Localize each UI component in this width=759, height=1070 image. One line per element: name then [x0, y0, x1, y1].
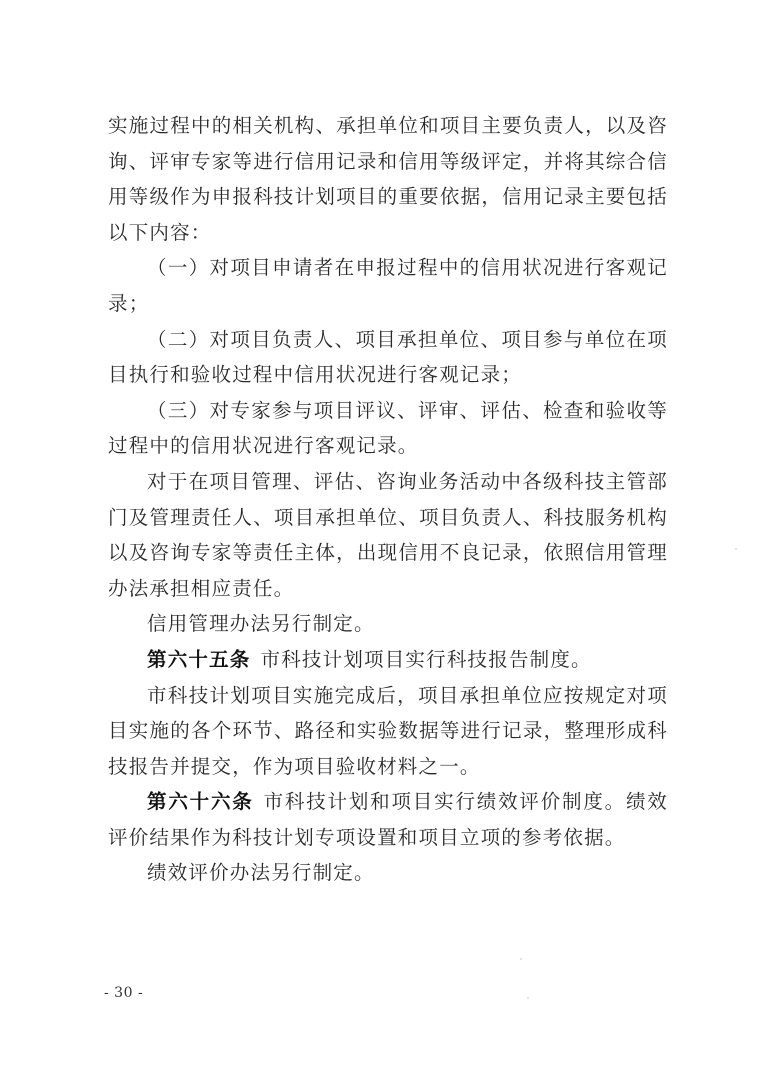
paragraph-responsibility: 对于在项目管理、评估、咨询业务活动中各级科技主管部门及管理责任人、项目承担单位、项目负责人、科技服务机构以及咨询专家等责任主体，出现信用不良记录，依照信用管理办法承担相应责任。	[108, 469, 668, 600]
article-66	[108, 784, 668, 855]
article-65-text: 市科技计划项目实行科技报告制度。	[260, 647, 592, 671]
paragraph-tech-report: 市科技计划项目实施完成后，项目承担单位应按规定对项目实施的各个环节、路径和实验数据等进行记录，整理形成科技报告并提交，作为项目验收材料之一。	[108, 683, 668, 778]
scan-speck	[735, 548, 737, 550]
paragraph-credit-measures: 信用管理办法另行制定。	[147, 612, 375, 636]
article-65-label: 第六十五条	[147, 647, 251, 671]
page-number: - 30 -	[104, 985, 144, 1001]
paragraph-item-2: （二）对项目负责人、项目承担单位、项目参与单位在项目执行和验收过程中信用状况进行客观记录；	[108, 327, 668, 387]
article-66-text: 市科技计划和项目实行绩效评价制度。绩效评价结果作为科技计划专项设置和项目立项的参考依据。	[108, 790, 668, 849]
scan-speck	[520, 958, 522, 960]
scan-speck	[527, 997, 529, 999]
article-65	[108, 642, 668, 678]
paragraph-credit-intro: 实施过程中的相关机构、承担单位和项目主要负责人，以及咨询、评审专家等进行信用记录和信用等级评定，并将其综合信用等级作为申报科技计划项目的重要依据，信用记录主要包括以下内容：	[108, 114, 668, 244]
document-body	[108, 108, 668, 891]
article-66-label: 第六十六条	[147, 790, 254, 814]
paragraph-item-1: （一）对项目申请者在申报过程中的信用状况进行客观记录；	[108, 256, 668, 315]
paragraph-item-3: （三）对专家参与项目评议、评审、评估、检查和验收等过程中的信用状况进行客观记录。	[108, 398, 668, 458]
paragraph-performance-measures: 绩效评价办法另行制定。	[147, 861, 375, 885]
